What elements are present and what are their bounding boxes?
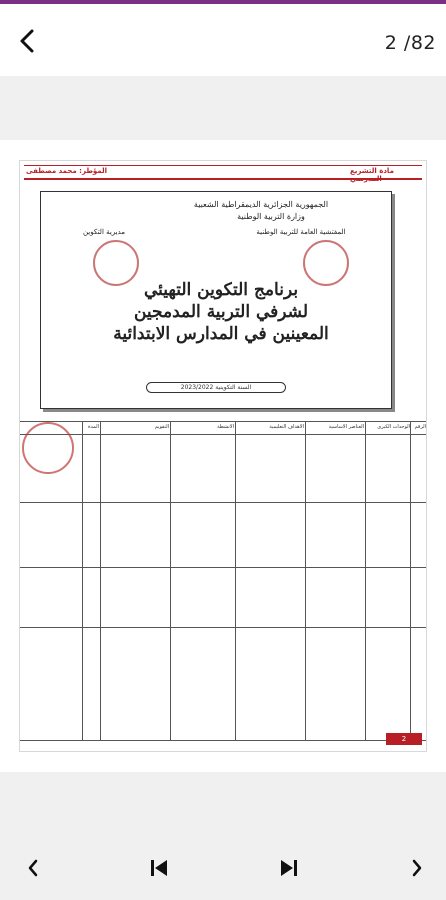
th-units: الوحدات الكبرى [377, 424, 410, 430]
stamp-icon [22, 422, 74, 474]
th-elements: العناصر الأساسية [328, 424, 364, 430]
cover-ministry: وزارة التربية الوطنية [237, 212, 305, 221]
th-objectives: الأهداف التعليمية [269, 424, 304, 430]
doc-header-author: المؤطر: محمد مصطفى [26, 167, 108, 175]
top-bar [0, 4, 446, 76]
header-rule-bottom [24, 178, 422, 180]
page-indicator [385, 32, 436, 54]
first-page-button[interactable] [144, 854, 174, 882]
total-pages: /82 [403, 32, 436, 54]
th-evaluation: التقويم [154, 424, 169, 430]
cover-inspectorate: المفتشية العامة للتربية الوطنية [256, 228, 346, 236]
cover-republic: الجمهورية الجزائرية الديمقراطية الشعبية [193, 200, 329, 209]
document-page[interactable] [19, 160, 427, 752]
current-page: 2 [384, 32, 398, 54]
cover-directorate: مديرية التكوين [82, 228, 126, 236]
th-number: الرقم [414, 424, 426, 430]
th-activities: الأنشطة [217, 424, 234, 430]
header-rule [24, 165, 422, 166]
cover-year: السنة التكوينية 2023/2022 [146, 382, 286, 393]
bottom-navigation [0, 830, 446, 900]
cover-title-2: لشرفي التربية المدمجين [133, 302, 309, 322]
previous-page-button[interactable] [18, 854, 48, 882]
doc-header-subject: مادة التشريع [350, 167, 394, 175]
chevron-right-icon [410, 858, 424, 878]
chevron-left-icon [26, 858, 40, 878]
next-page-button[interactable] [402, 854, 432, 882]
program-table [20, 421, 426, 741]
cover-image [40, 191, 392, 409]
page-number-badge: 2 [386, 733, 422, 745]
cover-title-1: برنامج التكوين التهيئي [143, 280, 299, 300]
back-button[interactable] [12, 26, 42, 56]
last-page-button[interactable] [274, 854, 304, 882]
th-duration: المدة [87, 424, 99, 430]
cover-title-3: المعينين في المدارس الابتدائية [113, 324, 329, 344]
skip-first-icon [149, 858, 169, 878]
skip-last-icon [279, 858, 299, 878]
chevron-left-icon [18, 28, 36, 54]
